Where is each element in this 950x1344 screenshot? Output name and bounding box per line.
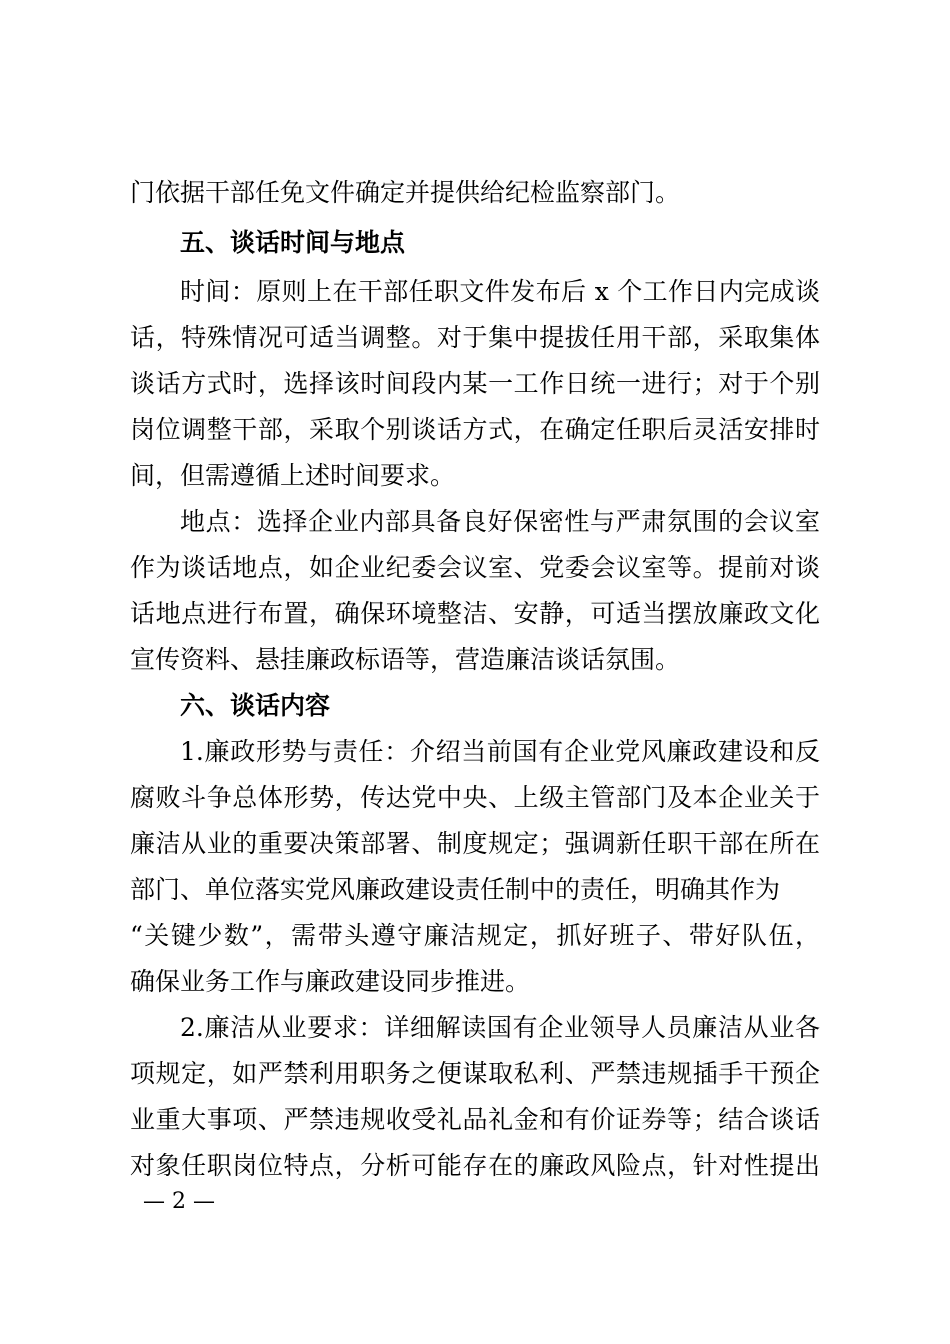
body-line: 确保业务工作与廉政建设同步推进。 [130,967,531,996]
body-line: 时间：原则上在干部任职文件发布后 x 个工作日内完成谈 [180,277,820,306]
body-line: 2.廉洁从业要求：详细解读国有企业领导人员廉洁从业各 [180,1013,820,1042]
body-line: 项规定，如严禁利用职务之便谋取私利、严禁违规插手干预企 [130,1059,820,1088]
body-line: 地点：选择企业内部具备良好保密性与严肃氛围的会议室 [180,507,820,536]
section-heading: 六、谈话内容 [180,691,331,720]
body-line: “关键少数”，需带头遵守廉洁规定，抓好班子、带好队伍， [130,921,820,950]
body-line: 宣传资料、悬挂廉政标语等，营造廉洁谈话氛围。 [130,645,681,674]
body-line: 谈话方式时，选择该时间段内某一工作日统一进行；对于个别 [130,369,820,398]
body-line: 业重大事项、严禁违规收受礼品礼金和有价证券等；结合谈话 [130,1105,820,1134]
body-line: 腐败斗争总体形势，传达党中央、上级主管部门及本企业关于 [130,783,820,812]
body-line: 1.廉政形势与责任：介绍当前国有企业党风廉政建设和反 [180,737,820,766]
section-heading: 五、谈话时间与地点 [180,228,406,257]
body-line: 门依据干部任免文件确定并提供给纪检监察部门。 [130,178,681,207]
body-line: 间，但需遵循上述时间要求。 [130,461,456,490]
body-line: 岗位调整干部，采取个别谈话方式，在确定任职后灵活安排时 [130,415,820,444]
body-line: 廉洁从业的重要决策部署、制度规定；强调新任职干部在所在 [130,829,820,858]
body-line: 对象任职岗位特点，分析可能存在的廉政风险点，针对性提出 [130,1151,820,1180]
body-line: 话，特殊情况可适当调整。对于集中提拔任用干部，采取集体 [130,323,820,352]
body-line: 作为谈话地点，如企业纪委会议室、党委会议室等。提前对谈 [130,553,820,582]
page-number: — 2 — [143,1189,215,1214]
body-line: 话地点进行布置，确保环境整洁、安静，可适当摆放廉政文化 [130,599,820,628]
body-line: 部门、单位落实党风廉政建设责任制中的责任，明确其作为 [130,875,781,904]
